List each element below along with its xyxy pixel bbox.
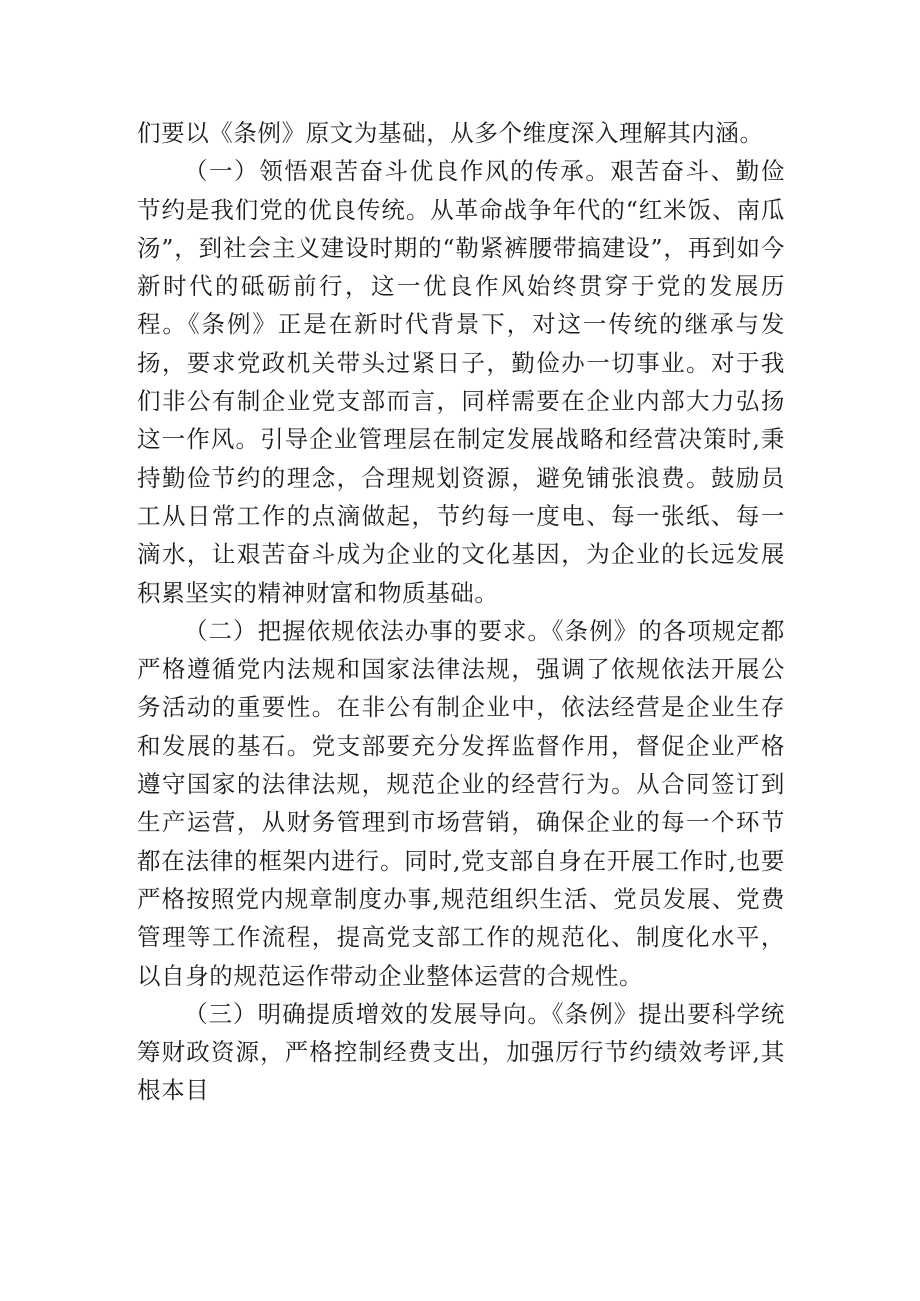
document-body: [137, 114, 785, 1110]
paragraph-intro-continuation: 们要以《条例》原文为基础，从多个维度深入理解其内涵。: [137, 119, 764, 147]
paragraph-section-two: （二）把握依规依法办事的要求。《条例》的各项规定都严格遵循党内法规和国家法律法规，强调了依规依法开展公务活动的重要性。在非公有制企业中，依法经营是企业生存和发展的基石。党支部要充分发挥监督作用，督促企业严格遵守国家的法律法规，规范企业的经营行为。从合同签订到生产运营，从财务管理到市场营销，确保企业的每一个环节都在法律的框架内进行。同时,党支部自身在开展工作时,也要严格按照党内规章制度办事,规范组织生活、党员发展、党费管理等工作流程，提高党支部工作的规范化、制度化水平，以自身的规范运作带动企业整体运营的合规性。: [137, 616, 785, 990]
paragraph-section-one: （一）领悟艰苦奋斗优良作风的传承。艰苦奋斗、勤俭节约是我们党的优良传统。从革命战争年代的“红米饭、南瓜汤”，到社会主义建设时期的“勒紧裤腰带搞建设”，再到如今新时代的砥砺前行，这一优良作风始终贯穿于党的发展历程。《条例》正是在新时代背景下，对这一传统的继承与发扬，要求党政机关带头过紧日子，勤俭办一切事业。对于我们非公有制企业党支部而言，同样需要在企业内部大力弘扬这一作风。引导企业管理层在制定发展战略和经营决策时,秉持勤俭节约的理念，合理规划资源，避免铺张浪费。鼓励员工从日常工作的点滴做起，节约每一度电、每一张纸、每一滴水，让艰苦奋斗成为企业的文化基因，为企业的长远发展积累坚实的精神财富和物质基础。: [137, 157, 785, 607]
paragraph-section-three: （三）明确提质增效的发展导向。《条例》提出要科学统筹财政资源，严格控制经费支出，加强厉行节约绩效考评,其根本目: [137, 999, 785, 1105]
